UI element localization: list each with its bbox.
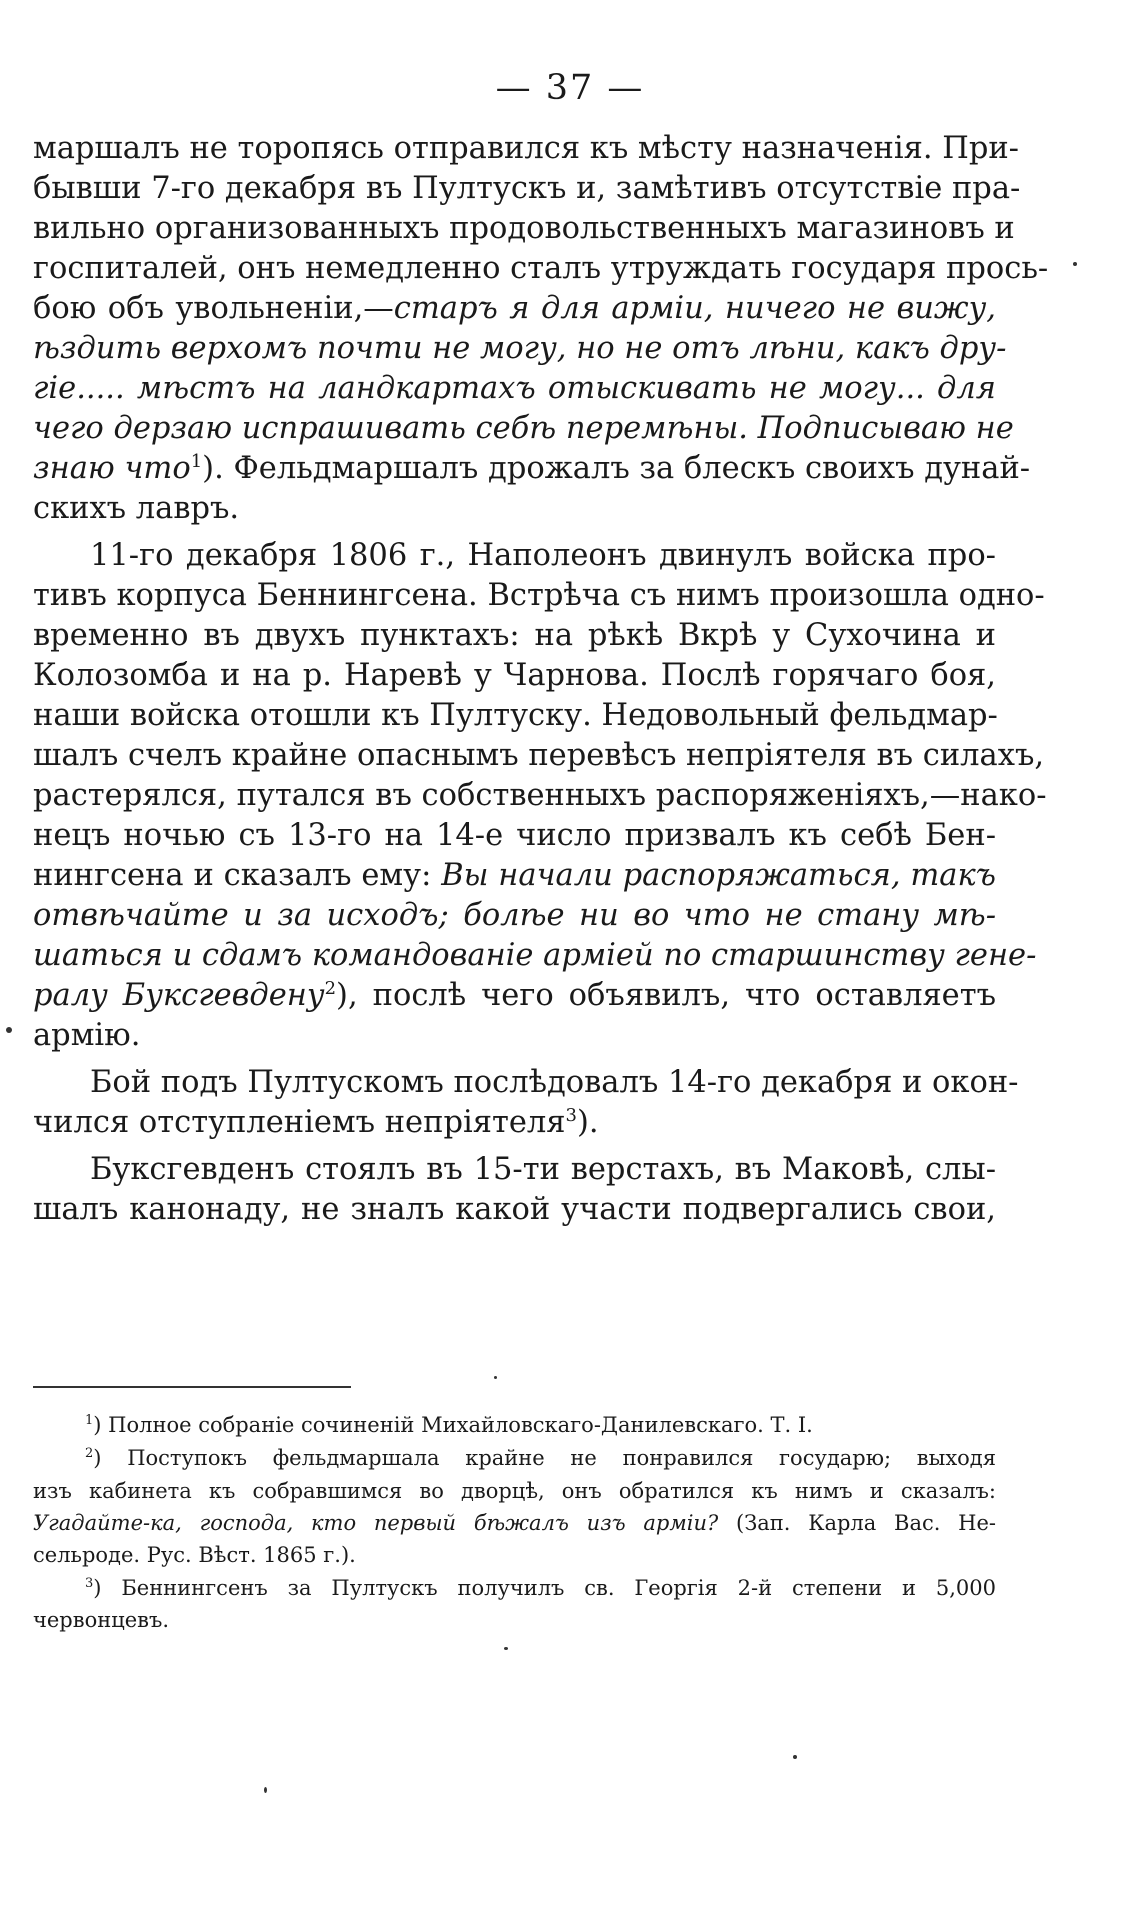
text-segment: бою объ увольненіи,—	[33, 291, 394, 326]
body-line	[90, 1063, 1019, 1103]
speck-mark	[504, 1647, 508, 1650]
speck-mark	[793, 1755, 797, 1759]
body-line	[33, 616, 996, 656]
text-segment: ).	[576, 1105, 599, 1140]
italic-text: старъ я для арміи, ничего не вижу,	[393, 291, 996, 326]
body-line	[33, 449, 1031, 489]
body-line	[33, 329, 1007, 369]
body-line	[33, 129, 1019, 169]
text-segment: скихъ лавръ.	[33, 491, 240, 526]
body-line	[33, 776, 1047, 816]
body-line	[33, 369, 996, 409]
footnote-marker: 1	[190, 450, 203, 472]
body-line	[33, 936, 1037, 976]
body-line	[33, 249, 1049, 289]
text-segment: вильно организованныхъ продовольственныхъ магазиновъ и	[33, 211, 1015, 246]
text-segment: ) Полное собраніе сочиненій Михайловскаго-Данилевскаго. Т. I.	[93, 1413, 813, 1437]
text-segment: армію.	[33, 1018, 141, 1053]
footnote-marker: 2	[324, 977, 337, 999]
italic-text: шаться и сдамъ командованіе арміей по старшинству гене-	[33, 938, 1037, 973]
body-line	[33, 409, 1014, 449]
italic-text: ралу Буксгевдену	[33, 978, 325, 1013]
body-line	[33, 1103, 996, 1143]
text-segment: ), послѣ чего объявилъ, что оставляетъ	[336, 978, 997, 1013]
footnote-line	[33, 1508, 996, 1538]
footnote-line	[85, 1573, 996, 1603]
text-segment: временно въ двухъ пунктахъ: на рѣкѣ Вкрѣ у Сухочина и	[33, 618, 996, 653]
text-segment: наши войска отошли къ Пултуску. Недовольный фельдмар-	[33, 698, 998, 733]
footnote-line	[33, 1605, 996, 1635]
body-line	[33, 289, 996, 329]
body-line	[33, 169, 1021, 209]
speck-mark	[494, 1376, 497, 1379]
body-line	[33, 489, 996, 529]
speck-mark	[264, 1787, 267, 1793]
text-segment: маршалъ не торопясь отправился къ мѣсту назначенія. При-	[33, 131, 1019, 166]
body-line	[90, 1150, 996, 1190]
text-segment: (Зап. Карла Вас. Не-	[718, 1511, 996, 1535]
body-line	[90, 536, 996, 576]
body-line	[33, 976, 996, 1016]
italic-text: гіе..... мѣстъ на ландкартахъ отыскивать не могу... для	[33, 371, 996, 406]
text-segment: нингсена и сказалъ ему:	[33, 858, 442, 893]
text-segment: ) Беннингсенъ за Пултускъ получилъ св. Георгія 2-й степени и 5,000	[93, 1576, 996, 1600]
footnote-line	[33, 1540, 996, 1570]
footnote-marker: 3	[85, 1576, 94, 1591]
text-segment: изъ кабинета къ собравшимся во дворцѣ, онъ обратился къ нимъ и сказалъ:	[33, 1479, 996, 1503]
italic-text: Угадайте-ка, господа, кто первый бѣжалъ изъ арміи?	[33, 1511, 719, 1535]
body-line	[33, 856, 996, 896]
footnote-line	[33, 1476, 996, 1506]
footnote-separator	[33, 1386, 351, 1388]
footnote-marker: 3	[565, 1104, 577, 1126]
text-segment: шалъ канонаду, не зналъ какой участи подвергались свои,	[33, 1192, 996, 1227]
footnote-line	[85, 1410, 996, 1440]
text-segment: бывши 7-го декабря въ Пултускъ и, замѣтивъ отсутствіе пра-	[33, 171, 1021, 206]
speck-mark	[6, 1027, 12, 1033]
speck-mark	[1073, 262, 1077, 266]
footnote-line	[85, 1443, 996, 1473]
text-segment: чился отступленіемъ непріятеля	[33, 1105, 566, 1140]
body-line	[33, 656, 996, 696]
text-segment: нецъ ночью съ 13-го на 14-е число призвалъ къ себѣ Бен-	[33, 818, 996, 853]
text-segment: 11-го декабря 1806 г., Наполеонъ двинулъ войска про-	[90, 538, 996, 573]
text-segment: Колозомба и на р. Наревѣ у Чарнова. Послѣ горячаго боя,	[33, 658, 996, 693]
text-segment: ). Фельдмаршалъ дрожалъ за блескъ своихъ дунай-	[202, 451, 1031, 486]
text-segment: тивъ корпуса Беннингсена. Встрѣча съ нимъ произошла одно-	[33, 578, 1045, 613]
body-line	[33, 1190, 996, 1230]
body-line	[33, 736, 1045, 776]
italic-text: ѣздить верхомъ почти не могу, но не отъ лѣни, какъ дру-	[33, 331, 1007, 366]
body-line	[33, 1016, 996, 1056]
body-line	[33, 816, 996, 856]
text-segment: Буксгевденъ стоялъ въ 15-ти верстахъ, въ Маковѣ, слы-	[90, 1152, 996, 1187]
body-line	[33, 576, 1045, 616]
italic-text: отвѣчайте и за исходъ; болѣе ни во что не стану мѣ-	[33, 898, 996, 933]
footnote-marker: 2	[85, 1446, 94, 1461]
text-segment: госпиталей, онъ немедленно сталъ утруждать государя прось-	[33, 251, 1049, 286]
footnote-marker: 1	[85, 1413, 94, 1428]
body-line	[33, 896, 996, 936]
italic-text: знаю что	[33, 451, 191, 486]
text-segment: червонцевъ.	[33, 1608, 170, 1632]
text-segment: Бой подъ Пултускомъ послѣдовалъ 14-го декабря и окон-	[90, 1065, 1019, 1100]
text-segment: сельроде. Рус. Вѣст. 1865 г.).	[33, 1543, 356, 1567]
text-segment: ) Поступокъ фельдмаршала крайне не понравился государю; выходя	[93, 1446, 996, 1470]
body-line	[33, 209, 1015, 249]
page-number: — 37 —	[495, 68, 645, 108]
text-segment: шалъ счелъ крайне опаснымъ перевѣсъ непріятеля въ силахъ,	[33, 738, 1045, 773]
italic-text: чего дерзаю испрашивать себѣ перемѣны. Подписываю не	[33, 411, 1014, 446]
body-line	[33, 696, 996, 736]
italic-text: Вы начали распоряжаться, такъ	[441, 858, 996, 893]
text-segment: растерялся, путался въ собственныхъ распоряженіяхъ,—нако-	[33, 778, 1047, 813]
